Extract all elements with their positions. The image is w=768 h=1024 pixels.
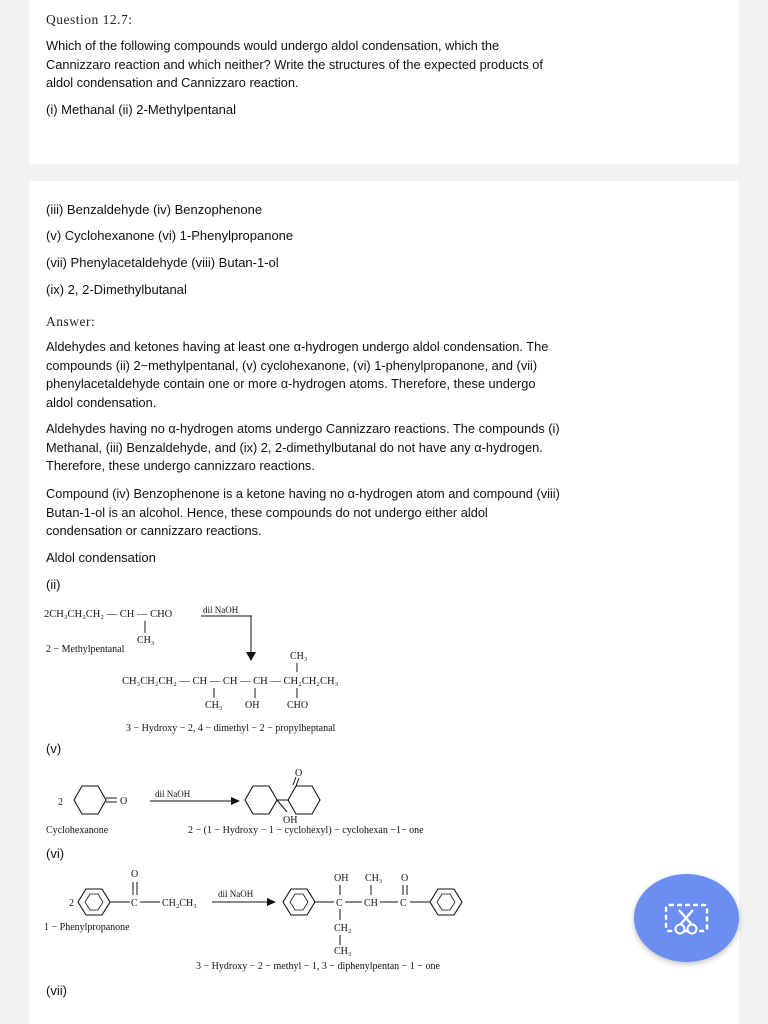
product-top-sub: CH₃ [290,651,308,662]
answer-line: Compound (iv) Benzophenone is a ketone having no α-hydrogen atom and compound (viii) [46,486,560,501]
carbonyl-oxygen: O [131,869,139,880]
benzene-ring-icon [78,889,110,915]
product-carbonyl-oxygen: O [401,873,409,884]
screenshot-fab-button[interactable] [634,874,739,962]
reactant-name: Cyclohexanone [46,825,109,836]
reagent-label: dil NaOH [155,789,191,799]
product-name: 3 − Hydroxy − 2, 4 − dimethyl − 2 − propylheptanal [126,723,336,734]
product-name: 3 − Hydroxy − 2 − methyl − 1, 3 − diphenylpentan − 1 − one [196,961,440,972]
chain-formula: CH₂CH₃ [162,898,197,909]
answer-line: Aldehydes and ketones having at least one α-hydrogen undergo aldol condensation. The [46,339,549,354]
product-carbonyl-carbon: C [400,898,407,909]
product-formula: CH₃CH₂CH₂ — CH — CH — CH — CH₂CH₂CH₃ [122,676,339,687]
coefficient: 2 [58,797,63,808]
product-name: 2 − (1 − Hydroxy − 1 − cyclohexyl) − cyclohexan −1− one [188,825,424,836]
reagent-label: dil NaOH [203,605,239,615]
product-methyl: CH₃ [365,873,383,884]
product-sub: CHO [287,700,309,711]
reaction-arrow-head [267,898,276,906]
question-heading: Question 12.7: [46,12,133,27]
option-line: (ix) 2, 2-Dimethylbutanal [46,282,187,297]
answer-line: Methanal, (iii) Benzaldehyde, and (ix) 2, 2-dimethylbutanal do not have any α-hydrogen. [46,439,543,455]
question-line: aldol condensation and Cannizzaro reaction. [46,75,299,90]
screenshot-scissors-icon [634,874,739,962]
product-ch3: CH₃ [334,946,352,957]
option-line: (v) Cyclohexanone (vi) 1-Phenylpropanone [46,228,294,243]
carbonyl-carbon: C [131,898,138,909]
benzene-ring-icon [430,889,462,915]
label-vi: (vi) [46,846,65,861]
product-ch2: CH₂ [334,923,352,934]
reactant-name: 2 − Methylpentanal [46,644,125,655]
option-line: (iii) Benzaldehyde (iv) Benzophenone [46,202,263,217]
reagent-label: dil NaOH [218,889,254,899]
reactant-formula: 2CH₃CH₂CH₂ — CH — CHO [44,609,173,620]
benzene-ring-icon [283,889,315,915]
answer-line: compounds (ii) 2−methylpentanal, (v) cyclohexanone, (vi) 1-phenylpropanone, and (vii) [46,357,538,373]
option-line: (vii) Phenylacetaldehyde (viii) Butan-1-ol [46,255,279,270]
hydroxyl-label: OH [283,815,298,826]
question-line: Cannizzaro reaction and which neither? Write the structures of the expected products of [46,56,543,72]
product-ch: CH [364,898,378,909]
answer-line: Butan-1-ol is an alcohol. Hence, these compounds do not undergo either aldol [46,504,488,520]
label-ii: (ii) [46,577,61,592]
coefficient: 2 [69,898,74,909]
section-title: Aldol condensation [46,550,156,565]
oxygen-label: O [120,796,128,807]
ketone-oxygen: O [295,768,303,779]
product-sub: CH₃ [205,700,223,711]
question-line: Which of the following compounds would undergo aldol condensation, which the [46,38,500,53]
option-line: (i) Methanal (ii) 2-Methylpentanal [46,102,237,117]
substituent: CH₃ [137,635,155,646]
label-vii: (vii) [46,983,67,998]
reactant-name: 1 − Phenylpropanone [44,922,130,933]
product-sub: OH [245,700,260,711]
label-v: (v) [46,741,62,756]
answer-line: phenylacetaldehyde contain one or more α-hydrogen atoms. Therefore, these undergo [46,376,536,391]
answer-line: aldol condensation. [46,394,157,410]
answer-line: Therefore, these undergo cannizzaro reactions. [46,458,315,473]
answer-heading: Answer: [46,314,96,329]
product-hydroxyl: OH [334,873,349,884]
product-carbon: C [336,898,343,909]
answer-line: condensation or cannizzaro reactions. [46,523,262,538]
answer-line: Aldehydes having no α-hydrogen atoms undergo Cannizzaro reactions. The compounds (i) [46,421,560,436]
